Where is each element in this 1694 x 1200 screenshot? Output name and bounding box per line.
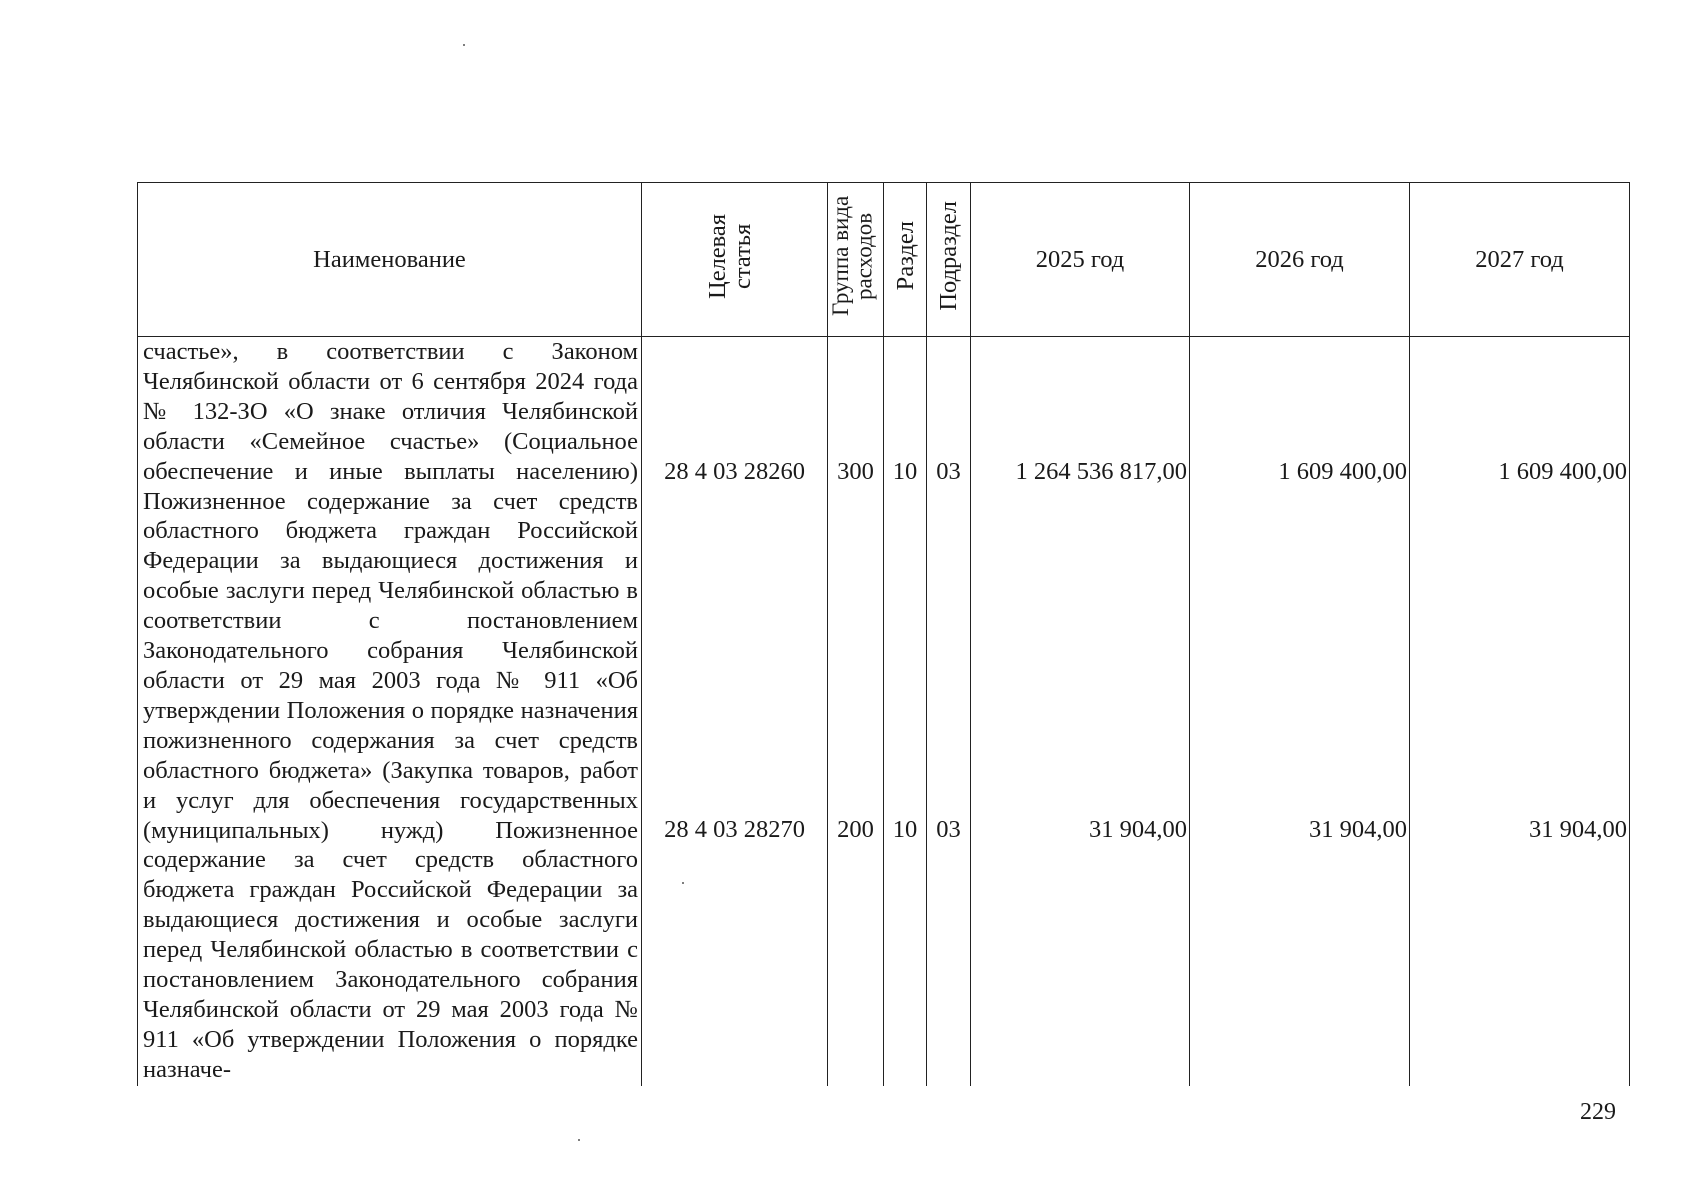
budget-table (137, 182, 1630, 1086)
row-1-2025-amount: 1 264 536 817,00 (1015, 458, 1187, 485)
row-2-2027-amount: 31 904,00 (1529, 816, 1627, 843)
name-text: счастье», в соответствии с Законом Челябинской области от 6 сентября 2024 года № 132-ЗО «О знаке отличия Челябинской области «Семейное счастье» (Социальное обеспечение и иные выплаты населению) Пожизненное содержание за счет средств областного бюджета граждан Российской Федерации за выдающиеся достижения и особые заслуги перед Челябинской областью в соответствии с постановлением Законодательного собрания Челябинской области от 29 мая 2003 года № 911 «Об утверждении Положения о порядке назначения пожизненного содержания за счет средств областного бюджета» (Закупка товаров, работ и услуг для обеспечения государственных (муниципальных) нужд) Пожизненное содержание за счет средств областного бюджета граждан Российской Федерации за выдающиеся достижения и особые заслуги перед Челябинской областью в соответствии с постановлением Законодательного собрания Челябинской области от 29 мая 2003 года № 911 «Об утверждении Положения о порядке назначе- (143, 338, 638, 1083)
year-2025-cell (971, 337, 1190, 1087)
row-2-subsection: 03 (936, 816, 961, 843)
header-section (884, 183, 927, 337)
header-year-2025 (971, 183, 1190, 337)
header-name (138, 183, 642, 337)
row-2-2025-amount: 31 904,00 (1089, 816, 1187, 843)
row-1-2027-amount: 1 609 400,00 (1498, 458, 1627, 485)
header-section-label: Раздел (891, 221, 919, 291)
header-year-2027-label: 2027 год (1475, 245, 1564, 273)
table-body-row (138, 337, 1630, 1087)
header-subsection-label: Подраздел (935, 201, 962, 311)
header-year-2026 (1190, 183, 1410, 337)
row-1-target-article: 28 4 03 28260 (664, 458, 805, 485)
year-2026-cell (1190, 337, 1410, 1087)
row-1-2026-amount: 1 609 400,00 (1278, 458, 1407, 485)
header-name-label: Наименование (313, 245, 466, 273)
name-cell (138, 337, 642, 1087)
row-2-2026-amount: 31 904,00 (1309, 816, 1407, 843)
target-article-cell (642, 337, 828, 1087)
scan-speck (463, 44, 465, 46)
header-target-article (642, 183, 828, 337)
row-1-section: 10 (892, 458, 918, 485)
row-1-subsection: 03 (936, 458, 961, 485)
page-number: 229 (1580, 1099, 1616, 1125)
year-2027-cell (1410, 337, 1630, 1087)
scan-speck (578, 1139, 580, 1141)
header-target-article-label: Целевая статья (703, 213, 756, 299)
row-2-target-article: 28 4 03 28270 (664, 816, 805, 843)
row-2-section: 10 (892, 816, 918, 843)
header-subsection (927, 183, 971, 337)
header-year-2025-label: 2025 год (1035, 245, 1125, 273)
header-expense-group-label: Группа вида расходов (827, 195, 876, 317)
row-1-expense-group: 300 (837, 458, 874, 485)
header-year-2026-label: 2026 год (1255, 245, 1344, 273)
table-header-row (138, 183, 1630, 337)
subsection-cell (927, 337, 971, 1087)
header-year-2027 (1410, 183, 1630, 337)
row-2-expense-group: 200 (837, 816, 874, 843)
expense-group-cell (828, 337, 884, 1087)
section-cell (884, 337, 927, 1087)
header-expense-group (828, 183, 884, 337)
